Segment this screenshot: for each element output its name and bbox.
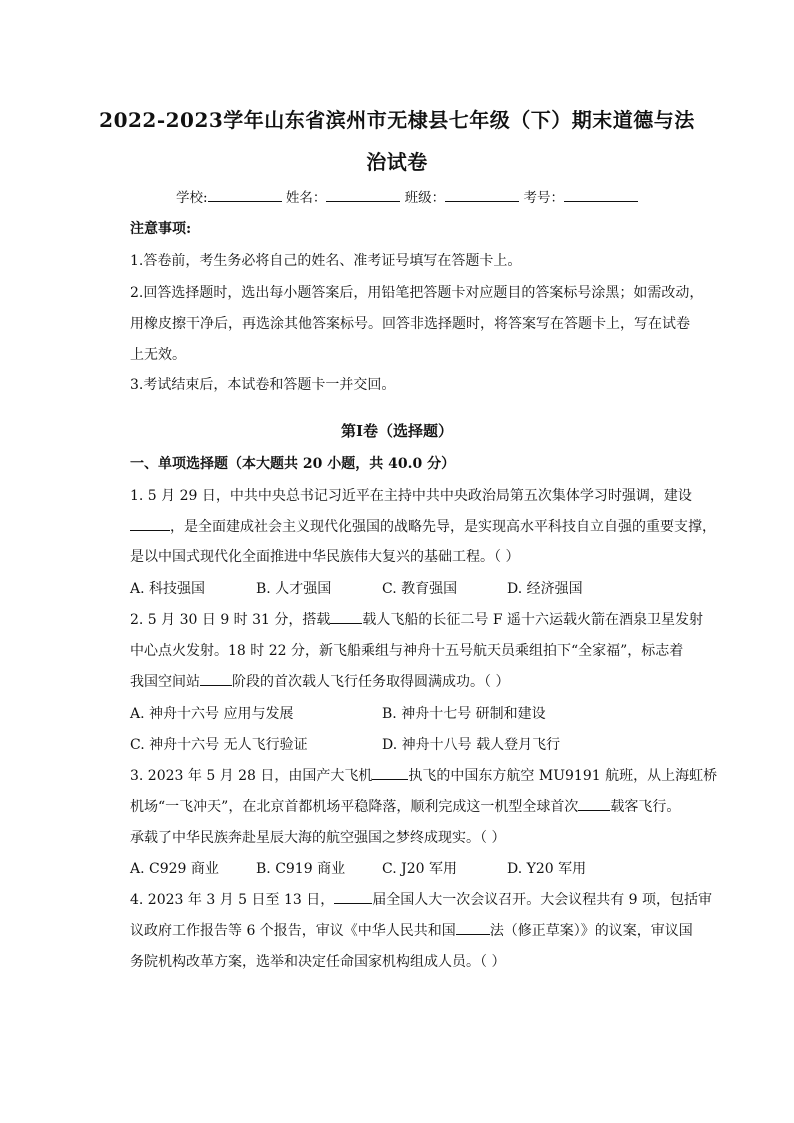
answer-blank: [456, 920, 490, 935]
part-heading: 一、单项选择题（本大题共 20 小题，共 40.0 分）: [130, 456, 456, 472]
question-4-line: 务院机构改革方案，选举和决定任命国家机构组成人员。（ ）: [130, 954, 506, 970]
note-item: 1.答卷前，考生务必将自己的姓名、准考证号填写在答题卡上。: [130, 253, 522, 269]
answer-blank: [200, 671, 232, 686]
question-3-line: [130, 796, 680, 816]
question-4-line: [130, 920, 693, 940]
exam-title-line2: 治试卷: [366, 150, 428, 174]
question-text: 机场“一飞冲天”，在北京首都机场平稳降落，顺利完成这一机型全球首次: [130, 799, 579, 815]
answer-blank: [334, 889, 372, 904]
note-item: 用橡皮擦干净后，再选涂其他答案标号。回答非选择题时，将答案写在答题卡上，写在试卷: [130, 316, 690, 332]
question-1-line: [130, 516, 716, 536]
class-field[interactable]: [445, 189, 519, 202]
question-2-line: [130, 671, 509, 691]
question-2-line: 中心点火发射。18 时 22 分，新飞船乘组与神舟十五号航天员乘组拍下“全家福”，标志着: [130, 643, 684, 659]
option-a[interactable]: A. 科技强国: [130, 581, 206, 597]
section-title: 第I卷（选择题）: [340, 422, 454, 440]
option-b[interactable]: B. 神舟十七号 研制和建设: [382, 706, 546, 722]
school-field[interactable]: [208, 189, 282, 202]
question-text: 法（修正草案）》的议案，审议国: [489, 923, 693, 939]
option-d[interactable]: D. 经济强国: [507, 581, 583, 597]
question-text: 3. 2023 年 5 月 28 日，由国产大飞机: [130, 768, 373, 784]
answer-blank: [372, 765, 408, 780]
exam-no-label: 考号：: [523, 190, 564, 206]
note-item: 3.考试结束后，本试卷和答题卡一并交回。: [130, 377, 396, 393]
question-1-line: 1. 5 月 29 日，中共中央总书记习近平在主持中共中央政治局第五次集体学习时强调，建设: [130, 488, 692, 504]
school-label: 学校:: [176, 190, 208, 206]
notes-heading: 注意事项:: [130, 221, 192, 237]
note-item: 2.回答选择题时，选出每小题答案后，用铅笔把答题卡对应题目的答案标号涂黑；如需改动，: [130, 285, 704, 301]
question-text: 议政府工作报告等 6 个报告，审议《中华人民共和国: [130, 923, 456, 939]
option-c[interactable]: C. J20 军用: [382, 861, 457, 877]
class-label: 班级：: [404, 190, 446, 206]
answer-blank: [330, 609, 362, 624]
exam-no-field[interactable]: [564, 189, 638, 202]
question-text: 4. 2023 年 3 月 5 日至 13 日，: [130, 892, 335, 908]
answer-blank: [130, 516, 170, 531]
option-b[interactable]: B. 人才强国: [256, 581, 332, 597]
question-text: 载人飞船的长征二号 F 遥十六运载火箭在酒泉卫星发射: [362, 612, 704, 628]
student-info-row: [176, 186, 638, 206]
option-c[interactable]: C. 神舟十六号 无人飞行验证: [130, 737, 308, 753]
option-d[interactable]: D. Y20 军用: [507, 861, 587, 877]
option-b[interactable]: B. C919 商业: [256, 861, 346, 877]
question-3-line: 承载了中华民族奔赴星辰大海的航空强国之梦终成现实。（ ）: [130, 830, 506, 846]
note-item: 上无效。: [130, 347, 186, 363]
exam-title-line1: 2022-2023学年山东省滨州市无棣县七年级（下）期末道德与法: [99, 108, 695, 132]
question-1-line: 是以中国式现代化全面推进中华民族伟大复兴的基础工程。（ ）: [130, 549, 520, 565]
name-field[interactable]: [326, 189, 400, 202]
question-text: 执飞的中国东方航空 MU9191 航班，从上海虹桥: [408, 768, 718, 784]
option-c[interactable]: C. 教育强国: [382, 581, 458, 597]
question-text: 届全国人大一次会议召开。大会议程共有 9 项，包括审: [372, 892, 713, 908]
name-label: 姓名：: [285, 190, 327, 206]
question-text: ，是全面建成社会主义现代化强国的战略先导，是实现高水平科技自立自强的重要支撑，: [170, 519, 716, 535]
option-a[interactable]: A. C929 商业: [130, 861, 219, 877]
question-text: 阶段的首次载人飞行任务取得圆满成功。（ ）: [232, 674, 510, 690]
answer-blank: [578, 796, 610, 811]
question-2-line: [130, 609, 703, 629]
question-3-line: [130, 765, 717, 785]
option-d[interactable]: D. 神舟十八号 载人登月飞行: [382, 737, 561, 753]
question-text: 载客飞行。: [610, 799, 681, 815]
question-text: 我国空间站: [130, 674, 200, 690]
option-a[interactable]: A. 神舟十六号 应用与发展: [130, 706, 294, 722]
question-4-line: [130, 889, 712, 909]
question-text: 2. 5 月 30 日 9 时 31 分，搭载: [130, 612, 331, 628]
